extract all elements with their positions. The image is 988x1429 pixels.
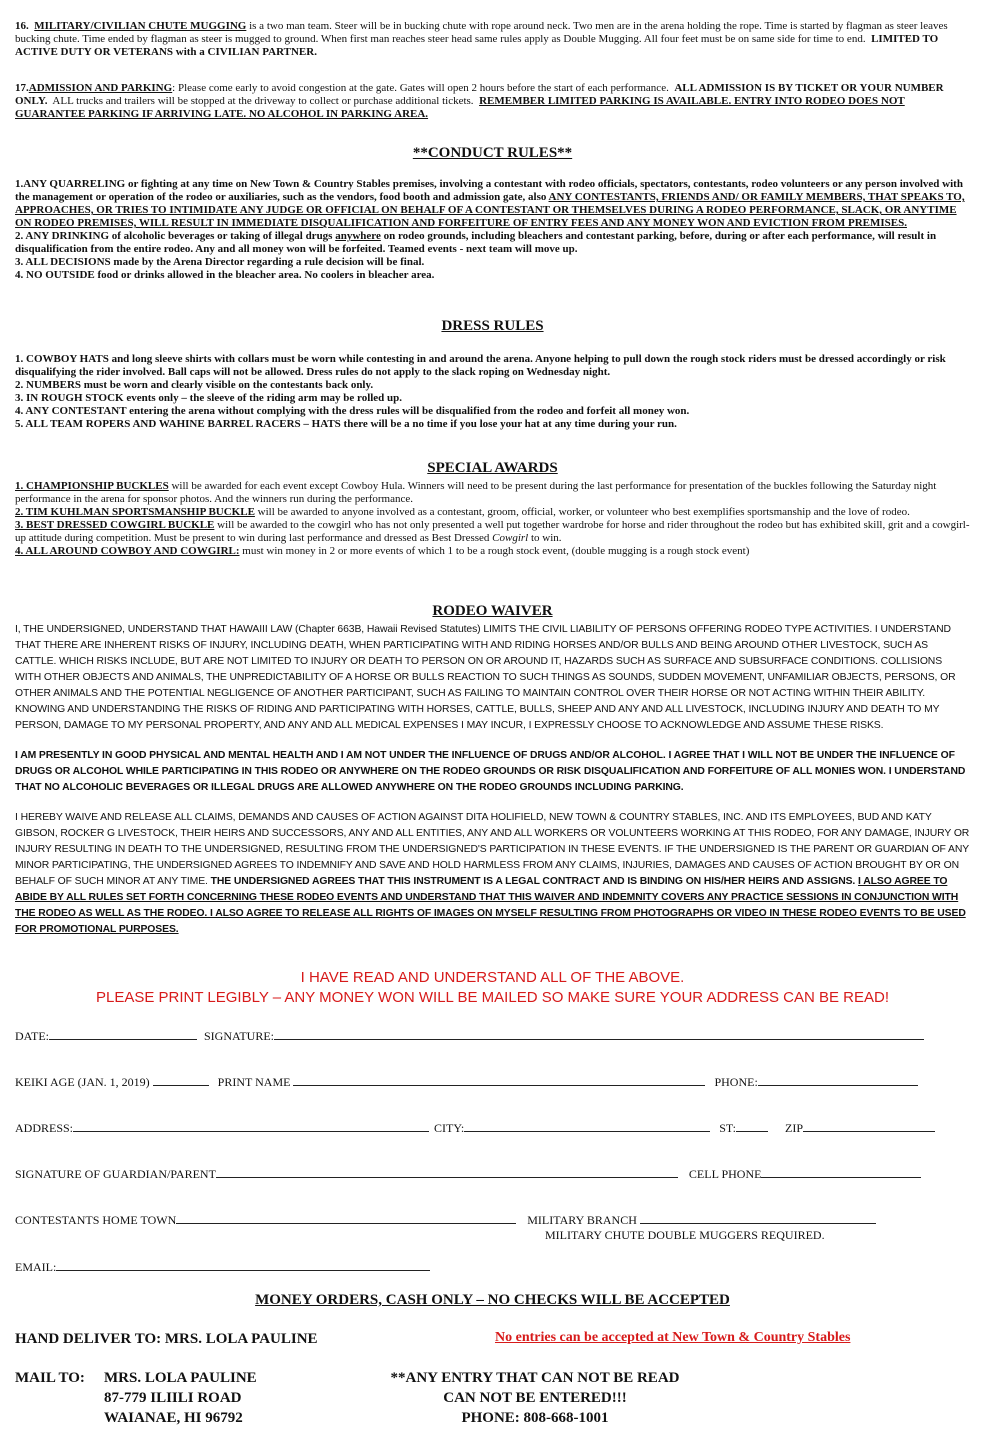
military-branch-field[interactable] (640, 1212, 876, 1224)
special-awards (15, 480, 970, 558)
form-row-keiki (15, 1074, 970, 1090)
dress-rule-3: 3. IN ROUGH STOCK events only – the sleeve of the riding arm may be rolled up. (15, 392, 403, 404)
award-3-title: 3. BEST DRESSED COWGIRL BUCKLE (15, 519, 215, 531)
email-label: EMAIL: (15, 1260, 57, 1274)
mail-address (104, 1368, 257, 1428)
dress-rule-1: 1. COWBOY HATS and long sleeve shirts with collars must be worn while contesting in and around the arena. Anyone helping to pull down the rough stock riders must be dressed accordingly or risk disqualifying the rider involved. Ball caps will not be allowed. Dress rules do not apply to the slack roping on Wednesday night. (15, 353, 946, 378)
rule-17-title: ADMISSION AND PARKING (28, 82, 173, 94)
rule-16-text: is a two man team. Steer will be in bucking chute with rope around neck. Two men are in the arena holding the rope. Time is started by flagman as steer leaves bucking chute. Time ended by flagman as steer is mugged to ground. When first man reaches steer head same rules apply as Double Mugging. All four feet must be on same side for time to end. (15, 20, 948, 45)
signature-label: SIGNATURE: (204, 1029, 275, 1043)
rule-16-bold: LIMITED TO ACTIVE DUTY OR VETERANS with a CIVILIAN PARTNER. (15, 33, 939, 58)
payment-notice: MONEY ORDERS, CASH ONLY – NO CHECKS WILL BE ACCEPTED (255, 1292, 730, 1308)
city-field[interactable] (464, 1120, 710, 1132)
cell-phone-label: CELL PHONE (688, 1167, 762, 1181)
print-name-field[interactable] (293, 1074, 705, 1086)
form-row-email (15, 1259, 970, 1275)
rule-17-num: 17. (15, 82, 29, 94)
rule-17-bold1: ALL ADMISSION IS BY TICKET OR YOUR NUMBER ONLY. (15, 82, 944, 107)
date-label: DATE: (15, 1029, 49, 1043)
award-3-italic: Cowgirl (492, 532, 529, 544)
no-entries-notice: No entries can be accepted at New Town & Country Stables (495, 1330, 851, 1345)
form-row-hometown (15, 1212, 970, 1228)
rule-17-bold2: REMEMBER LIMITED PARKING IS AVAILABLE. ENTRY INTO RODEO DOES NOT GUARANTEE PARKING IF ARRIVING LATE. NO ALCOHOL IN PARKING AREA. (15, 95, 905, 120)
rule-17-text: : Please come early to avoid congestion at the gate. Gates will open 2 hours before the start of each performance. (172, 82, 669, 94)
guardian-signature-label: SIGNATURE OF GUARDIAN/PARENT (15, 1167, 216, 1181)
phone-label: PHONE: (714, 1075, 758, 1089)
award-4-text: must win money in 2 or more events of which 1 to be a rough stock event, (double mugging is a rough stock event) (242, 545, 750, 557)
contact-phone: PHONE: 808-668-1001 (461, 1410, 609, 1426)
award-2-title: 2. TIM KUHLMAN SPORTSMANSHIP BUCKLE (15, 506, 255, 518)
form-row-address (15, 1120, 970, 1136)
dress-rule-5: 5. ALL TEAM ROPERS AND WAHINE BARREL RACERS – HATS there will be a no time if you lose your hat at any time during your run. (15, 418, 677, 430)
conduct-rule-3: 3. ALL DECISIONS made by the Arena Director regarding a rule decision will be final. (15, 256, 425, 268)
zip-label: ZIP (785, 1121, 803, 1135)
date-field[interactable] (49, 1028, 197, 1040)
cell-phone-field[interactable] (761, 1166, 921, 1178)
mail-line-3: WAIANAE, HI 96792 (104, 1410, 243, 1426)
keiki-age-field[interactable] (153, 1074, 209, 1086)
warning-line-1: **ANY ENTRY THAT CAN NOT BE READ (390, 1370, 680, 1386)
zip-field[interactable] (803, 1120, 935, 1132)
conduct-rule-2u: anywhere (335, 230, 381, 242)
state-label: ST: (719, 1121, 736, 1135)
waiver-body (15, 622, 970, 938)
military-note: MILITARY CHUTE DOUBLE MUGGERS REQUIRED. (545, 1228, 825, 1242)
conduct-rule-1b: ANY CONTESTANTS, FRIENDS AND/ OR FAMILY MEMBERS, THAT SPEAKS TO, APPROACHES, OR TRIES TO INTIMIDATE ANY JUDGE OR OFFICIAL ON BEHALF OF A CONTESTANT OR THEMSELVES DURING A RODEO PERFORMANCE, SLACK, OR ANYTIME ON RODEO PREMISES, WILL RESULT IN IMMEDIATE DISQUALIFICATION AND FORFEITURE OF ENTRY FEES AND ANY MONEY WON AND EVICTION FROM PREMISES. (15, 191, 965, 229)
hand-deliver-text: HAND DELIVER TO: MRS. LOLA PAULINE (15, 1331, 318, 1347)
read-understand-notice: I HAVE READ AND UNDERSTAND ALL OF THE ABOVE. (300, 969, 685, 986)
form-row-date (15, 1028, 970, 1044)
conduct-rule-2a: 2. ANY DRINKING of alcoholic beverages or taking of illegal drugs (15, 230, 333, 242)
print-legibly-notice: PLEASE PRINT LEGIBLY – ANY MONEY WON WILL BE MAILED SO MAKE SURE YOUR ADDRESS CAN BE READ! (95, 989, 889, 1006)
keiki-age-label: KEIKI AGE (JAN. 1, 2019) (15, 1075, 150, 1089)
warning-line-2: CAN NOT BE ENTERED!!! (443, 1390, 627, 1406)
award-3-text: will be awarded to the cowgirl who has not only presented a well put together wardrobe for horse and rider throughout the rodeo but has exhibited skill, grit and a cowgirl-up attitude during competition. Must be present to win during last performance and dressed as Best Dressed (15, 519, 970, 544)
conduct-rule-4: 4. NO OUTSIDE food or drinks allowed in the bleacher area. No coolers in bleacher area. (15, 269, 435, 281)
print-name-label: PRINT NAME (217, 1075, 291, 1089)
conduct-rules (15, 178, 970, 282)
conduct-heading: **CONDUCT RULES** (412, 145, 573, 161)
conduct-rule-2b: on rodeo grounds, including bleachers and contestant parking, before, during or after each performance, will result in disqualification from the entire rodeo. Any and all money won will be forfeited. Teamed events - next team will move up. (15, 230, 937, 255)
home-town-field[interactable] (176, 1212, 516, 1224)
waiver-paragraph-3: I HEREBY WAIVE AND RELEASE ALL CLAIMS, DEMANDS AND CAUSES OF ACTION AGAINST DITA HOLIFIELD, NEW TOWN & COUNTRY STABLES, INC. AND ITS EMPLOYEES, BUD AND KATY GIBSON, ROCKER G LIVESTOCK, THEIR HEIRS AND SUCCESSORS, ANY AND ALL ENTITIES, ANY AND ALL WORKERS OR VOLUNTEERS WORKING AT THIS RODEO, FOR ANY DAMAGE, INJURY OR INJURY RESULTING IN DEATH TO THE UNDERSIGNED, RESULTING FROM THE UNDERSIGNED'S PARTICIPATION IN THESE EVENTS. IF THE UNDERSIGNED IS THE PARENT OR GUARDIAN OF ANY MINOR PARTICIPATING, THE UNDERSIGNED AGREES TO INDEMNIFY AND SAVE AND HOLD HARMLESS FROM ANY CLAIMS, INJURIES, DAMAGES AND CAUSES OF ACTION BROUGHT BY OR ON BEHALF OF SUCH MINOR AT ANY TIME. (15, 812, 970, 887)
mail-line-1: MRS. LOLA PAULINE (104, 1370, 257, 1386)
waiver-heading: RODEO WAIVER (432, 603, 553, 619)
mail-line-2: 87-779 ILIILI ROAD (104, 1390, 242, 1406)
state-field[interactable] (736, 1120, 768, 1132)
home-town-label: CONTESTANTS HOME TOWN (15, 1213, 177, 1227)
city-label: CITY: (434, 1121, 465, 1135)
address-field[interactable] (73, 1120, 429, 1132)
waiver-paragraph-3-underlined: I ALSO AGREE TO ABIDE BY ALL RULES SET FORTH CONCERNING THESE RODEO EVENTS AND UNDERSTAND THAT THIS WAIVER AND INDEMNITY COVERS ANY PRACTICE SESSIONS IN CONJUNCTION WITH THE RODEO AS WELL AS THE RODEO. I ALSO AGREE TO RELEASE ALL RIGHTS OF IMAGES ON MYSELF RESULTING FROM PHOTOGRAPHS OR VIDEO IN THESE RODEO EVENTS TO BE USED FOR PROMOTIONAL PURPOSES. (15, 876, 966, 935)
guardian-signature-field[interactable] (216, 1166, 678, 1178)
rule-17-text2: ALL trucks and trailers will be stopped at the driveway to collect or purchase additional tickets. (52, 95, 474, 107)
phone-field[interactable] (758, 1074, 918, 1086)
waiver-paragraph-2: I AM PRESENTLY IN GOOD PHYSICAL AND MENTAL HEALTH AND I AM NOT UNDER THE INFLUENCE OF DRUGS AND/OR ALCOHOL. I AGREE THAT I WILL NOT BE UNDER THE INFLUENCE OF DRUGS OR ALCOHOL WHILE PARTICIPATING IN THIS RODEO OR ANYWHERE ON THE RODEO GROUNDS OR RISK DISQUALIFICATION AND FORFEITURE OF ALL MONIES WON. I UNDERSTAND THAT NO ALCOHOLIC BEVERAGES OR ILLEGAL DRUGS ARE ALLOWED ANYWHERE ON THE RODEO GROUNDS INCLUDING PARKING. (15, 750, 966, 793)
rule-17 (15, 82, 970, 121)
waiver-paragraph-1: I, THE UNDERSIGNED, UNDERSTAND THAT HAWAIII LAW (Chapter 663B, Hawaii Revised Statutes) LIMITS THE CIVIL LIABILITY OF PERSONS OFFERING RODEO TYPE ACTIVITIES. I UNDERSTAND THAT THERE ARE INHERENT RISKS OF INJURY, INCLUDING DEATH, WHEN PARTICIPATING WITH AND RIDING HORSES AND/OR BULLS AND BEING AROUND OTHER LIVESTOCK, SUCH AS CATTLE. WHICH RISKS INCLUDE, BUT ARE NOT LIMITED TO INJURY OR DEATH TO PERSON ON OR AROUND IT, HAZARDS SUCH AS SURFACE AND SUBSURFACE CONDITIONS. COLLISIONS WITH OTHER OBJECTS AND ANIMALS, THE UNPREDICTABILITY OF A HORSE OR BULLS REACTION TO SUCH THINGS AS SOUNDS, SUDDEN MOVEMENT, UNFAMILIAR OBJECTS, PERSONS, OR OTHER ANIMALS AND THE POTENTIAL NEGLIGENCE OF ANOTHER PARTICIPANT, SUCH AS FAILING TO MAINTAIN CONTROL OVER THEIR HORSE OR NOT ACTING WITHIN THEIR ABILITY. KNOWING AND UNDERSTANDING THE RISKS OF RIDING AND PARTICIPATING WITH HORSES, CATTLE, BULLS, SHEEP AND ANY AND ALL LIVESTOCK, INCLUDING INJURY AND DEATH TO MY PERSON, DAMAGE TO MY PERSONAL PROPERTY, AND ANY AND ALL MEDICAL EXPENSES I MAY INCUR, I EXPRESSLY CHOOSE TO ACKNOWLEDGE AND ASSUME THESE RISKS. (15, 624, 956, 731)
dress-rule-2: 2. NUMBERS must be worn and clearly visible on the contestants back only. (15, 379, 374, 391)
award-2-text: will be awarded to anyone involved as a contestant, groom, official, worker, or volunteer who best exemplifies sportsmanship and the love of rodeo. (257, 506, 910, 518)
award-3-end: to win. (531, 532, 562, 544)
award-4-title: 4. ALL AROUND COWBOY AND COWGIRL: (15, 545, 240, 557)
rule-16-title: MILITARY/CIVILIAN CHUTE MUGGING (34, 20, 247, 32)
waiver-paragraph-3-bold: THE UNDERSIGNED AGREES THAT THIS INSTRUMENT IS A LEGAL CONTRACT AND IS BINDING ON HIS/HER HEIRS AND ASSIGNS. (210, 876, 856, 887)
delivery-row (15, 1329, 970, 1349)
rule-16 (15, 20, 970, 59)
mail-to-label: MAIL TO: (15, 1370, 85, 1386)
award-1-text: will be awarded for each event except Cowboy Hula. Winners will need to be present during the last performance for presentation of the buckles following the Saturday night performance in the arena for sponsor photos. And the winners run during the performance. (15, 480, 937, 505)
rule-16-num: 16. (15, 20, 29, 32)
award-1-title: 1. CHAMPIONSHIP BUCKLES (15, 480, 169, 492)
address-label: ADDRESS: (15, 1121, 74, 1135)
entry-warning (385, 1368, 685, 1428)
military-branch-label: MILITARY BRANCH (527, 1213, 637, 1227)
waiver-acknowledgement (15, 968, 970, 1008)
dress-rules (15, 353, 970, 431)
email-field[interactable] (56, 1259, 430, 1271)
form-row-guardian (15, 1166, 970, 1182)
dress-heading: DRESS RULES (441, 318, 544, 334)
conduct-rule-1a: 1.ANY QUARRELING or fighting at any time on New Town & Country Stables premises, involving a contestant with rodeo officials, spectators, contestants, rodeo volunteers or any person involved with the management or operation of the rodeo or auxiliaries, such as the vendors, food booth and admission gate, also (15, 178, 963, 203)
signature-field[interactable] (274, 1028, 924, 1040)
dress-rule-4: 4. ANY CONTESTANT entering the arena without complying with the dress rules will be disqualified from the rodeo and forfeit all money won. (15, 405, 690, 417)
awards-heading: SPECIAL AWARDS (427, 460, 558, 476)
